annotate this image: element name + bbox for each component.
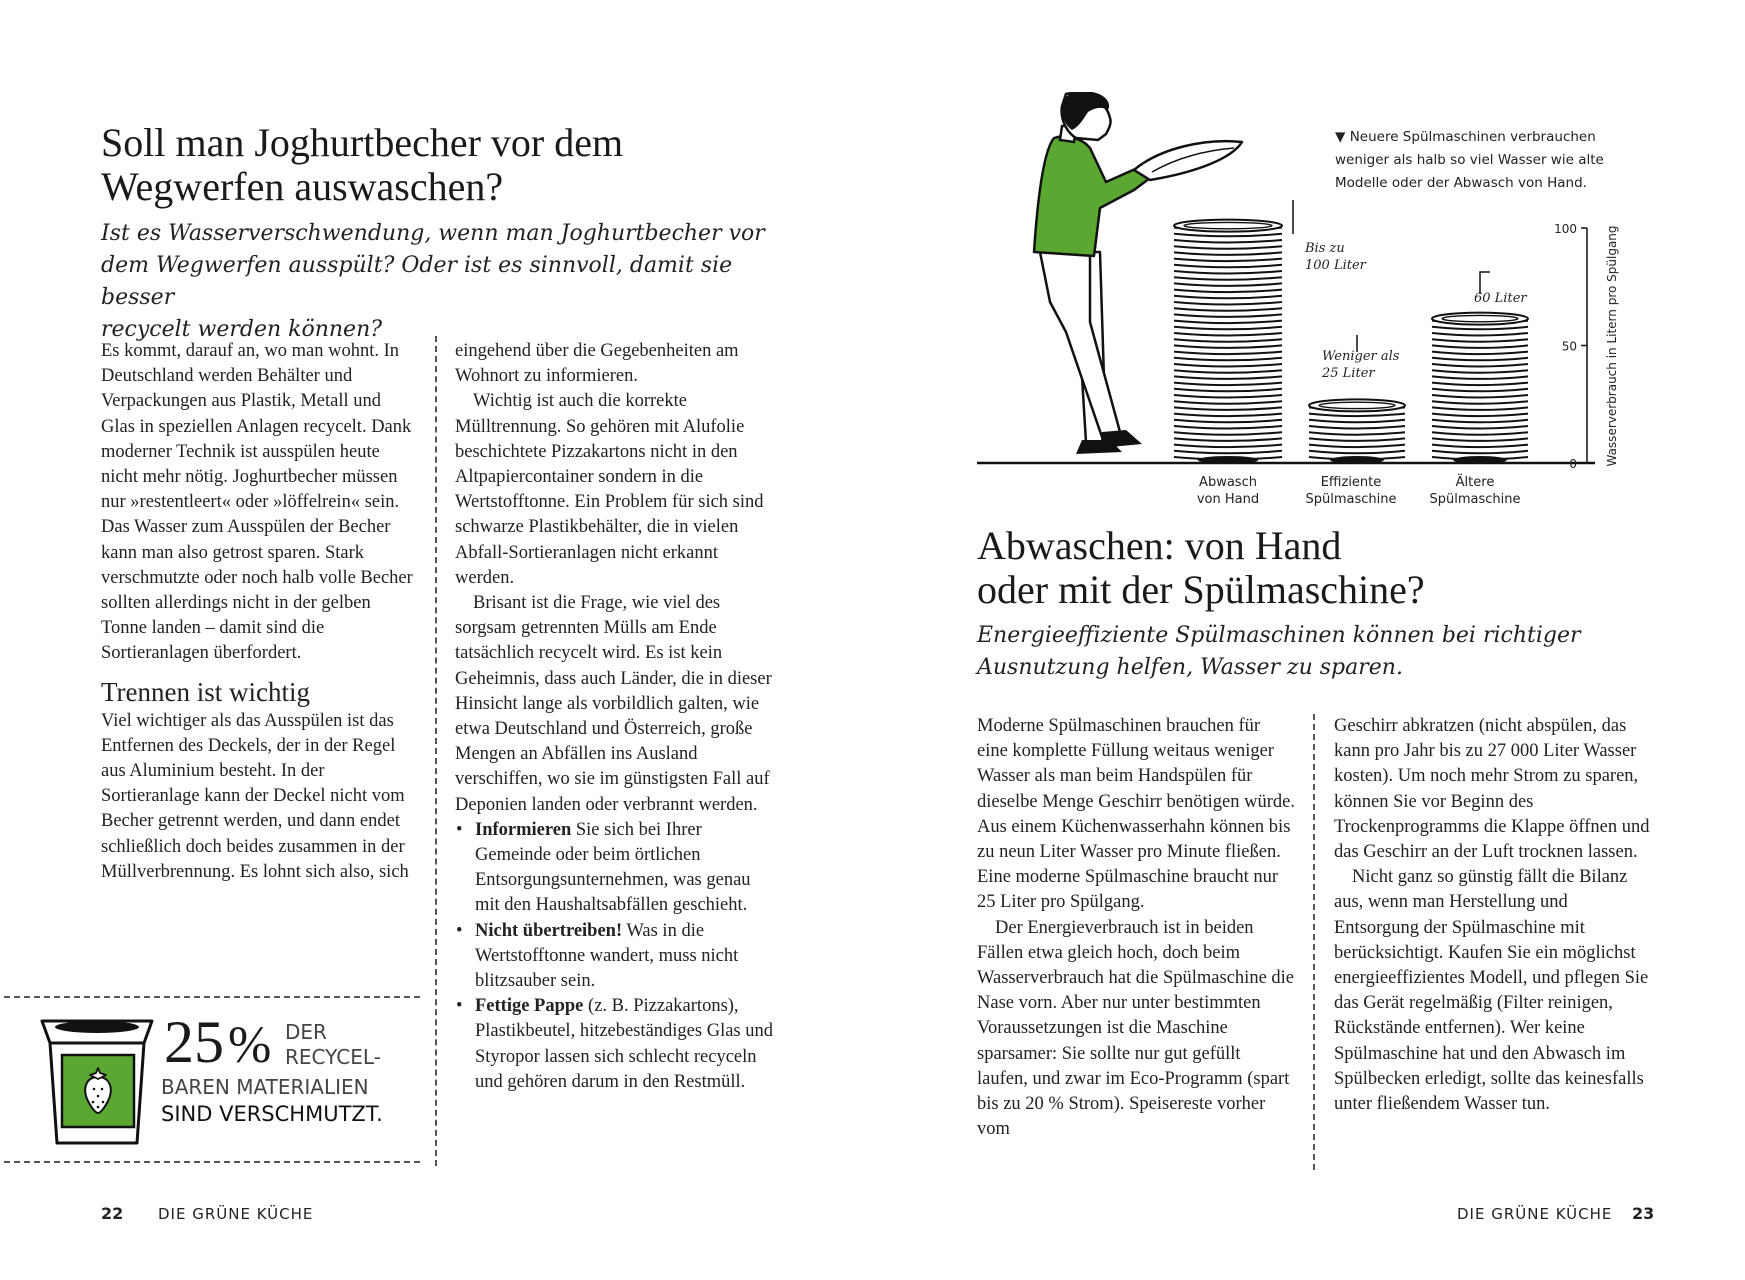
plate-stack-plate	[1174, 259, 1282, 262]
stat-unit: %	[228, 1017, 272, 1074]
plate-stack-plate	[1309, 414, 1405, 417]
stat-number: 25	[164, 1009, 224, 1075]
plate-stack-plate	[1432, 389, 1528, 392]
plate-stack-plate	[1432, 426, 1528, 429]
plate-stack-plate	[1432, 445, 1528, 448]
paragraph: Brisant ist die Frage, wie viel des sorgsam getrennten Mülls am Ende tatsächlich recycelt wird. Es ist kein Geheimnis, dass auch Länder, die in dieser Hinsicht lange als vorbildlich galten, wie etwa Deutschland und Österreich, große Mengen an Abfällen ins Ausland verschiffen, wo sie im günstigsten Fall auf Deponien landen oder verbrannt werden.	[455, 593, 772, 815]
plate-stack-plate	[1309, 445, 1405, 448]
paragraph: Der Energieverbrauch ist in beiden Fällen etwa gleich hoch, doch beim Wasserverbrauch hat die Spülmaschine die Nase vorn. Aber nur unter bestimmten Voraussetzungen ist die Maschine sparsamer: Sie sollte nur gut gefüllt laufen, und zwar im Eco-Programm (spart bis zu 20 % Strom). Speisereste vorher vom	[977, 917, 1295, 1140]
plate-stack-plate	[1174, 407, 1282, 410]
plate-stack-plate	[1174, 383, 1282, 386]
plate-stack-plate	[1174, 290, 1282, 293]
left-lede: Ist es Wasserverschwendung, wenn man Joghurtbecher vor dem Wegwerfen ausspült? Oder ist es sinnvoll, damit sie besser recycelt werden können?	[101, 221, 765, 342]
plate-stack-plate	[1432, 438, 1528, 441]
stat-line-1: DER	[285, 1020, 327, 1044]
plate-stack-plate	[1432, 376, 1528, 379]
plate-stack-plate	[1174, 234, 1282, 237]
plate-stack-plate	[1174, 271, 1282, 274]
plate-stack-plate	[1432, 395, 1528, 398]
plate-stack-plate	[1432, 345, 1528, 348]
plate-stack-plate	[1174, 252, 1282, 255]
plate-stack-plate	[1309, 420, 1405, 423]
category-label-old: Ältere Spülmaschine	[1429, 475, 1521, 507]
plate-stack-plate	[1174, 314, 1282, 317]
page-number-left: 22	[101, 1204, 124, 1223]
y-tick-label: 100	[1554, 222, 1577, 236]
plate-stack-plate	[1432, 420, 1528, 423]
yogurt-cup-icon	[34, 1013, 160, 1151]
triangle-down-icon: ▼	[1335, 129, 1346, 145]
stat-box-bottom-rule	[4, 1161, 420, 1163]
category-label-efficient: Effiziente Spülmaschine	[1305, 475, 1397, 507]
plate-stack-plate	[1174, 445, 1282, 448]
plate-stack-plate	[1174, 240, 1282, 243]
plate-stack-plate	[1174, 339, 1282, 342]
bullet-icon: •	[456, 920, 463, 941]
plate-stack-plate	[1174, 296, 1282, 299]
right-title: Abwaschen: von Hand oder mit der Spülmaschine?	[977, 523, 1425, 612]
plate-stack-top	[1309, 399, 1405, 411]
plate-stack-plate	[1432, 370, 1528, 373]
plate-stack-plate	[1432, 339, 1528, 342]
list-item: • Fettige Pappe (z. B. Pizzakartons), Plastikbeutel, hitzebeständiges Glas und Styropor lassen sich schlecht recyceln und gehören darum in den Restmüll.	[456, 996, 773, 1092]
tips-list	[455, 818, 773, 1095]
left-column-1	[101, 339, 419, 885]
stat-line-2: RECYCEL-	[285, 1045, 381, 1069]
left-title: Soll man Joghurtbecher vor dem Wegwerfen auswaschen?	[101, 120, 624, 209]
plate-stack-plate	[1432, 401, 1528, 404]
annotation-hand: Bis zu 100 Liter	[1305, 241, 1366, 273]
subhead-trennen: Trennen ist wichtig	[101, 676, 310, 707]
plate-stack-plate	[1174, 265, 1282, 268]
left-column-2	[455, 339, 773, 1095]
plate-stack-plate	[1174, 364, 1282, 367]
plate-stack-plate	[1174, 376, 1282, 379]
plate-stack-plate	[1174, 277, 1282, 280]
list-item: • Nicht übertreiben! Was in die Wertstofftonne wandert, muss nicht blitzsauber sein.	[456, 920, 739, 992]
plate-stack-plate	[1432, 358, 1528, 361]
plate-stack-plate	[1174, 283, 1282, 286]
paragraph: Geschirr abkratzen (nicht abspülen, das kann pro Jahr bis zu 27 000 Liter Wasser kosten). Um noch mehr Strom zu sparen, können Sie vor Beginn des Trockenprogramms die Klappe öffnen und das Geschirr an der Luft trocknen lassen.	[1334, 716, 1650, 863]
plate-stack-plate	[1174, 420, 1282, 423]
plate-stack-plate	[1174, 345, 1282, 348]
plate-stack-plate	[1432, 383, 1528, 386]
plate-stack-plate	[1432, 352, 1528, 355]
plate-stack-top	[1174, 220, 1282, 232]
plate-stack-plate	[1309, 438, 1405, 441]
column-divider	[1313, 714, 1315, 1170]
right-column-2	[1334, 714, 1652, 1117]
plate-stack-plate	[1432, 432, 1528, 435]
plate-stack-plate	[1174, 333, 1282, 336]
bullet-icon: •	[456, 819, 463, 840]
plate-stack-plate	[1174, 426, 1282, 429]
running-footer-left: DIE GRÜNE KÜCHE	[158, 1205, 314, 1223]
plate-stack-plate	[1309, 426, 1405, 429]
plate-stack-plate	[1174, 321, 1282, 324]
plate-stack-plate	[1174, 401, 1282, 404]
plate-stack-plate	[1432, 414, 1528, 417]
annotation-leader-hand	[1282, 200, 1293, 234]
plate-stack-plate	[1432, 327, 1528, 330]
plate-stack-plate	[1432, 364, 1528, 367]
paragraph: Nicht ganz so günstig fällt die Bilanz aus, wenn man Herstellung und Entsorgung der Spülmaschine mit berücksichtigt. Kaufen Sie ein möglichst energieeffizientes Modell, und pflegen Sie das Gerät regelmäßig (Filter reinigen, Rückstände entfernen). Wer keine Spülmaschine hat und den Abwasch im Spülbecken erledigt, sollte das keinesfalls unter fließendem Wasser tun.	[1334, 867, 1649, 1115]
plate-stack-plate	[1174, 395, 1282, 398]
bullet-icon: •	[456, 996, 463, 1017]
chart-note: ▼ Neuere Spülmaschinen verbrauchen weniger als halb so viel Wasser wie alte Modelle oder der Abwasch von Hand.	[1335, 129, 1604, 191]
stat-line-3: BAREN MATERIALIEN	[161, 1075, 369, 1099]
right-lede: Energieeffiziente Spülmaschinen können bei richtiger Ausnutzung helfen, Wasser zu sparen.	[977, 623, 1581, 680]
right-column-1	[977, 714, 1295, 1142]
plate-stack-plate	[1174, 438, 1282, 441]
y-tick-label: 50	[1561, 339, 1577, 354]
stat-line-4: SIND VERSCHMUTZT.	[161, 1102, 383, 1126]
paragraph: Wichtig ist auch die korrekte Mülltrennung. So gehören mit Alufolie beschichtete Pizzakartons nicht in den Altpapiercontainer sondern in die Wertstofftonne. Ein Problem für sich sind schwarze Plastikbehälter, die in vielen Abfall-Sortieranlagen nicht erkannt werden.	[455, 391, 764, 588]
paragraph: Es kommt, darauf an, wo man wohnt. In Deutschland werden Behälter und Verpackungen aus Plastik, Metall und Glas in speziellen Anlagen recycelt. Dank moderner Technik ist ausspülen heute nicht mehr nötig. Joghurtbecher müssen nur »restentleert« oder »löffelrein« sein. Das Wasser zum Ausspülen der Becher kann man also getrost sparen. Stark verschmutzte oder noch halb volle Becher sollten allerdings nicht in der gelben Tonne landen – damit sind die Sortieranlagen überfordert.	[101, 341, 413, 664]
column-divider	[435, 336, 437, 1166]
plate-stack-plate	[1432, 333, 1528, 336]
paragraph: Moderne Spülmaschinen brauchen für eine komplette Füllung weitaus weniger Wasser als man beim Handspülen für dieselbe Menge Geschirr benötigen würde. Aus einem Küchenwasserhahn können bis zu neun Liter Wasser pro Minute fließen. Eine moderne Spülmaschine braucht nur 25 Liter pro Spülgang.	[977, 716, 1295, 913]
plate-stack-plate	[1432, 451, 1528, 454]
plate-stack-plate	[1174, 370, 1282, 373]
plate-stack-plate	[1174, 302, 1282, 305]
page-number-right: 23	[1632, 1204, 1655, 1223]
running-footer-right: DIE GRÜNE KÜCHE	[1457, 1205, 1613, 1223]
plate-stack-plate	[1174, 389, 1282, 392]
plate-stack-plate	[1174, 246, 1282, 249]
list-item: • Informieren Sie sich bei Ihrer Gemeinde oder beim örtlichen Entsorgungsunternehmen, was genau mit den Haushaltsabfällen geschieht.	[456, 819, 751, 916]
plate-stack-plate	[1174, 358, 1282, 361]
plate-stack-plate	[1174, 327, 1282, 330]
plate-stack-plate	[1174, 352, 1282, 355]
category-label-hand: Abwasch von Hand	[1196, 475, 1260, 507]
y-tick-label: 0	[1569, 457, 1577, 471]
plate-stack-top	[1432, 313, 1528, 325]
annotation-old: 60 Liter	[1474, 291, 1527, 306]
paragraph: Viel wichtiger als das Ausspülen ist das Entfernen des Deckels, der in der Regel aus Aluminium besteht. In der Sortieranlage kann der Deckel nicht vom Becher getrennt werden, und dann endet schließlich doch beides zusammen in der Müllverbrennung. Es lohnt sich also, sich	[101, 710, 409, 882]
plate-stack-plate	[1174, 451, 1282, 454]
plate-stack-plate	[1309, 451, 1405, 454]
plate-stack-plate	[1174, 308, 1282, 311]
paragraph: eingehend über die Gegebenheiten am Wohnort zu informieren.	[455, 341, 739, 387]
plate-stack-plate	[1309, 432, 1405, 435]
plate-stack-plate	[1174, 432, 1282, 435]
stat-figure	[164, 1009, 272, 1076]
plate-stack-plate	[1432, 407, 1528, 410]
annotation-efficient: Weniger als 25 Liter	[1322, 349, 1400, 381]
y-axis-label: Wasserverbrauch in Litern pro Spülgang	[1605, 225, 1619, 467]
plate-stack-plate	[1174, 414, 1282, 417]
stat-box-top-rule	[4, 996, 420, 998]
